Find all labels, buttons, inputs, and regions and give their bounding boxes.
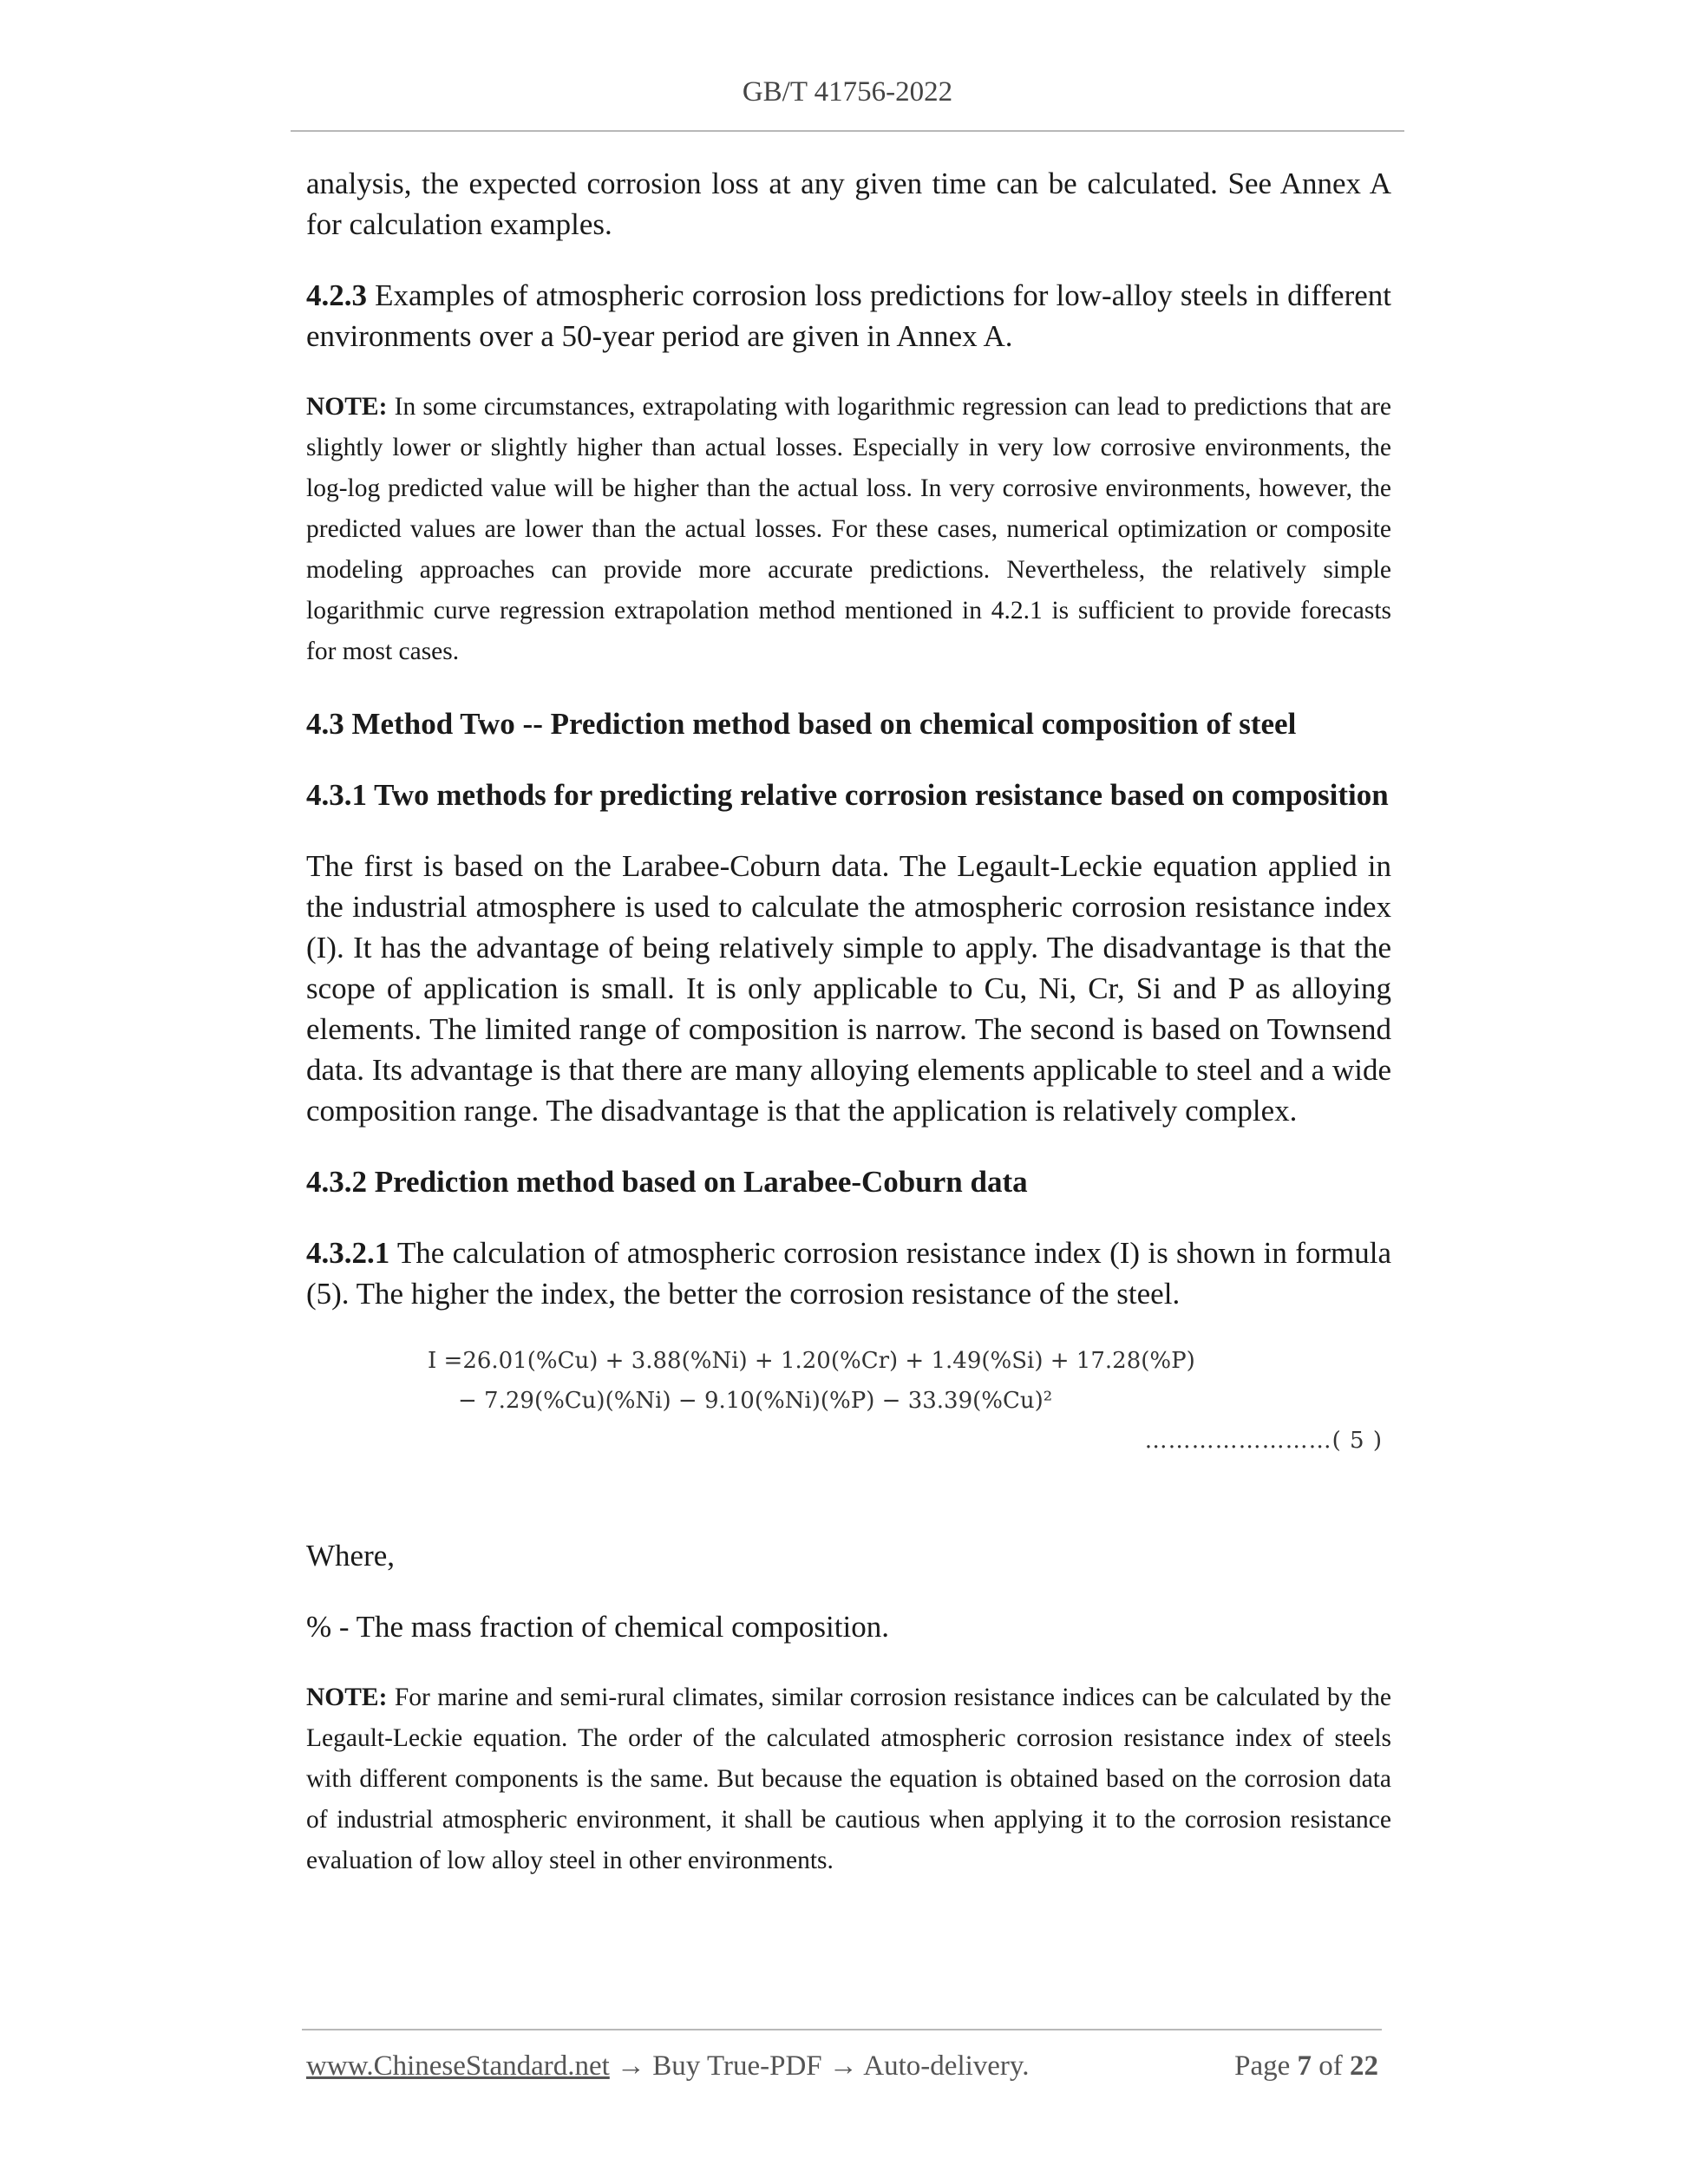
heading-4-3-2: 4.3.2 Prediction method based on Larabee-Coburn data: [306, 1165, 1028, 1199]
paragraph-4-3-1: The first is based on the Larabee-Coburn data. The Legault-Leckie equation applied in the industrial atmosphere is used to calculate the atmospheric corrosion resistance index (I). It has the advantage of being relatively simple to apply. The disadvantage is that the scope of application is small. It is only applicable to Cu, Ni, Cr, Si and P as alloying elements. The limited range of composition is narrow. The second is based on Townsend data. Its advantage is that there are many alloying elements applicable to steel and a wide composition range. The disadvantage is that the application is relatively complex.: [306, 849, 1391, 1128]
note-2: [306, 1677, 1391, 1881]
formula-line-1: I =26.01(%Cu) + 3.88(%Ni) + 1.20(%Cr) + 1.49(%Si) + 17.28(%P): [428, 1348, 1195, 1374]
page-indicator: [1234, 2050, 1378, 2083]
page-number: 7: [1297, 2050, 1312, 2082]
site-link[interactable]: www.ChineseStandard.net: [306, 2050, 610, 2082]
note-text: In some circumstances, extrapolating with logarithmic regression can lead to predictions that are slightly lower or slightly higher than actual losses. Especially in very low corrosive environments, the log-log predicted value will be higher than the actual loss. In very corrosive environments, however, the predicted values are lower than the actual losses. For these cases, numerical optimization or composite modeling approaches can provide more accurate predictions. Nevertheless, the relatively simple logarithmic curve regression extrapolation method mentioned in 4.2.1 is sufficient to provide forecasts for most cases.: [306, 393, 1391, 665]
heading-4-3: 4.3 Method Two -- Prediction method based on chemical composition of steel: [306, 707, 1297, 741]
header-divider: [291, 130, 1404, 132]
note-text: For marine and semi-rural climates, similar corrosion resistance indices can be calculated by the Legault-Leckie equation. The order of the calculated atmospheric corrosion resistance index of steels with different components is the same. But because the equation is obtained based on the corrosion data of industrial atmospheric environment, it shall be cautious when applying it to the corrosion resistance evaluation of low alloy steel in other environments.: [306, 1684, 1391, 1874]
clause-4-2-3: [306, 275, 1391, 356]
promo-text: → Buy True-PDF → Auto-delivery.: [609, 2050, 1030, 2082]
formula-5: [306, 1344, 1391, 1501]
formula-reference: ……………………( 5 ): [1144, 1428, 1383, 1454]
paragraph-continuation: analysis, the expected corrosion loss at any given time can be calculated. See Annex A for calculation examples.: [306, 167, 1391, 241]
clause-number: 4.2.3: [306, 278, 367, 312]
heading-4-3-1: 4.3.1 Two methods for predicting relative corrosion resistance based on composition: [306, 778, 1389, 812]
clause-text: The calculation of atmospheric corrosion resistance index (I) is shown in formula (5). The higher the index, the better the corrosion resistance of the steel.: [306, 1236, 1391, 1311]
page-body: [306, 163, 1391, 1913]
formula-line-2: − 7.29(%Cu)(%Ni) − 9.10(%Ni)(%P) − 33.39(%Cu)²: [458, 1388, 1053, 1414]
percent-definition: % - The mass fraction of chemical composition.: [306, 1610, 889, 1644]
note-label: NOTE:: [306, 1684, 388, 1711]
clause-number: 4.3.2.1: [306, 1236, 390, 1270]
clause-4-3-2-1: [306, 1233, 1391, 1314]
where-label: Where,: [306, 1539, 396, 1573]
clause-text: Examples of atmospheric corrosion loss predictions for low-alloy steels in different environments over a 50-year period are given in Annex A.: [306, 278, 1391, 353]
note-label: NOTE:: [306, 393, 388, 421]
page-header: GB/T 41756-2022: [742, 76, 953, 108]
note-1: [306, 387, 1391, 672]
footer-promo: [306, 2050, 1030, 2083]
footer-divider: [302, 2029, 1382, 2030]
total-pages: 22: [1350, 2050, 1378, 2082]
of-word: of: [1312, 2050, 1350, 2082]
page-word: Page: [1234, 2050, 1298, 2082]
